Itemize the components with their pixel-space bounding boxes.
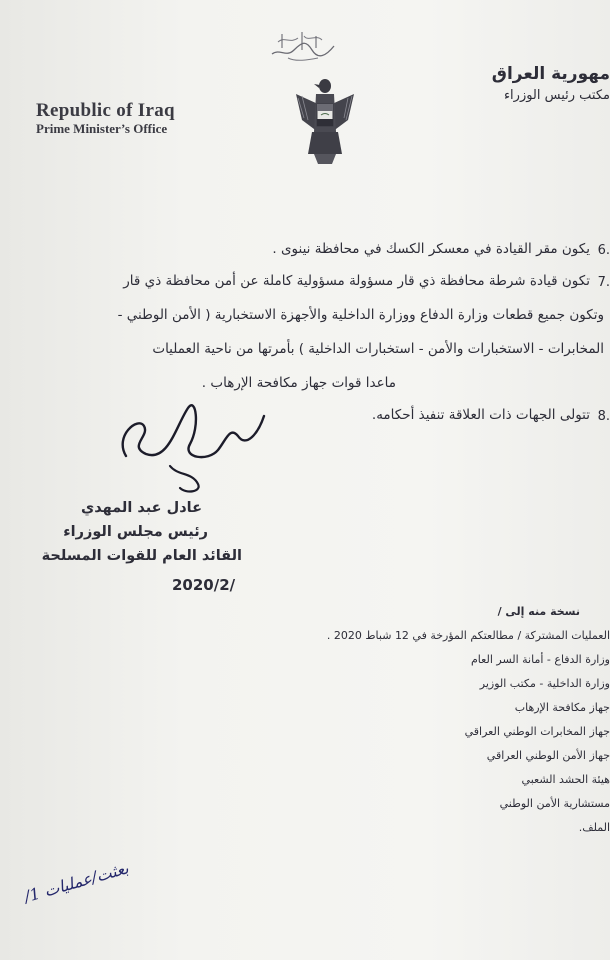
copies-line-8: مستشارية الأمن الوطني <box>499 797 610 810</box>
basmala-calligraphy <box>268 28 338 64</box>
item-7-line-1: تكون قيادة شرطة محافظة ذي قار مسؤولة مسؤولية كاملة عن أمن محافظة ذي قار <box>123 273 590 289</box>
item-7-line-2: وتكون جميع قطعات وزارة الدفاع ووزارة الداخلية والأجهزة الاستخبارية ( الأمن الوطني - <box>117 307 604 323</box>
copies-line-4: جهاز مكافحة الإرهاب <box>514 701 610 714</box>
copies-line-2: وزارة الدفاع - أمانة السر العام <box>471 653 610 666</box>
item-6-line-1: يكون مقر القيادة في معسكر الكسك في محافظة نينوى . <box>272 241 590 257</box>
english-header-subtitle: Prime Minister’s Office <box>36 121 168 136</box>
arabic-header-subtitle: مكتب رئيس الوزراء <box>503 88 610 103</box>
item-7-line-4: ماعدا قوات جهاز مكافحة الإرهاب . <box>201 375 396 391</box>
item-number-7: 7. <box>597 275 610 290</box>
copies-heading: نسخة منه إلى / <box>497 605 580 618</box>
signatory-name: عادل عبد المهدي <box>80 500 202 516</box>
copies-line-6: جهاز الأمن الوطني العراقي <box>486 749 610 762</box>
copies-line-3: وزارة الداخلية - مكتب الوزير <box>479 677 610 690</box>
copies-line-9: الملف. <box>578 821 610 834</box>
item-8-line-1: تتولى الجهات ذات العلاقة تنفيذ أحكامه. <box>371 407 590 423</box>
copies-line-5: جهاز المخابرات الوطني العراقي <box>464 725 610 738</box>
signature-date: 2020/2/ <box>172 576 236 594</box>
handwritten-note: بعثت/عمليات 1/ <box>22 858 131 907</box>
english-header-title: Republic of Iraq <box>36 100 175 121</box>
signatory-title-2: القائد العام للقوات المسلحة <box>41 548 242 564</box>
handwritten-signature <box>108 396 278 496</box>
copies-line-1: العمليات المشتركة / مطالعتكم المؤرخة في 12 شباط 2020 . <box>326 629 610 642</box>
item-7-line-3: المخابرات - الاستخبارات والأمن - استخبارات الداخلية ) بأمرتها من ناحية العمليات <box>152 341 604 357</box>
iraq-eagle-emblem <box>292 74 358 166</box>
item-number-6: 6. <box>597 243 610 258</box>
signatory-title-1: رئيس مجلس الوزراء <box>63 524 208 540</box>
arabic-header-title: مهورية العراق <box>491 64 610 84</box>
item-number-8: 8. <box>597 409 610 424</box>
copies-line-7: هيئة الحشد الشعبي <box>521 773 610 786</box>
